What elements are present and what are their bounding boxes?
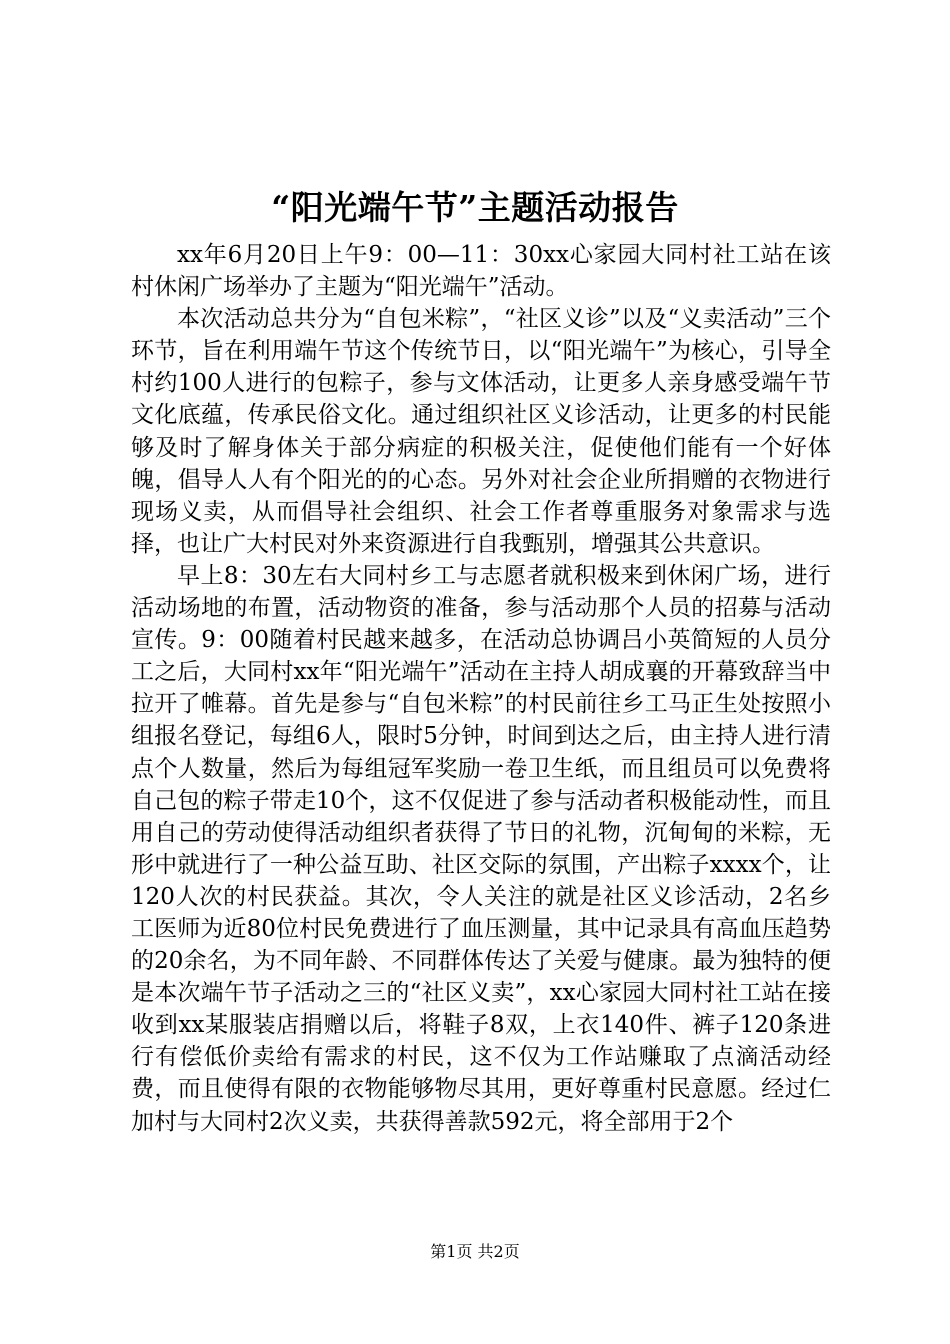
paragraph-3: 早上8：30左右大同村乡工与志愿者就积极来到休闲广场，进行活动场地的布置，活动物资的准备，参与活动那个人员的招募与活动宣传。9：00随着村民越来越多，在活动总协调吕小英简短的人员分工之后，大同村xx年“阳光端午”活动在主持人胡成襄的开幕致辞当中拉开了帷幕。首先是参与“自包米粽”的村民前往乡工马正生处按照小组报名登记，每组6人，限时5分钟，时间到达之后，由主持人进行清点个人数量，然后为每组冠军奖励一卷卫生纸，而且组员可以免费将自己包的粽子带走10个，这不仅促进了参与活动者积极能动性，而且用自己的劳动使得活动组织者获得了节日的礼物，沉甸甸的米粽，无形中就进行了一种公益互助、社区交际的氛围，产出粽子xxxx个，让120人次的村民获益。其次，令人关注的就是社区义诊活动，2名乡工医师为近80位村民免费进行了血压测量，其中记录具有高血压趋势的20余名，为不同年龄、不同群体传达了关爱与健康。最为独特的便是本次端午节子活动之三的“社区义卖”，xx心家园大同村社工站在接收到xx某服装店捐赠以后，将鞋子8双，上衣140件、裤子120条进行有偿低价卖给有需求的村民，这不仅为工作站赚取了点滴活动经费，而且使得有限的衣物能够物尽其用，更好尊重村民意愿。经过仁加村与大同村2次义卖，共获得善款592元，将全部用于2个 <box>131 562 831 1135</box>
paragraph-1: xx年6月20日上午9：00—11：30xx心家园大同村社工站在该村休闲广场举办了主题为“阳光端午”活动。 <box>131 242 831 301</box>
paragraph-2: 本次活动总共分为“自包米粽”，“社区义诊”以及“义卖活动”三个环节，旨在利用端午节这个传统节日，以“阳光端午”为核心，引导全村约100人进行的包粽子，参与文体活动，让更多人亲身感受端午节文化底蕴，传承民俗文化。通过组织社区义诊活动，让更多的村民能够及时了解身体关于部分病症的积极关注，促使他们能有一个好体魄，倡导人人有个阳光的的心态。另外对社会企业所捐赠的衣物进行现场义卖，从而倡导社会组织、社会工作者尊重服务对象需求与选择，也让广大村民对外来资源进行自我甄别，增强其公共意识。 <box>131 306 831 557</box>
page-footer: 第1页 共2页 <box>430 1242 520 1261</box>
document-title: “阳光端午节”主题活动报告 <box>271 188 679 227</box>
document-body <box>131 239 831 1138</box>
